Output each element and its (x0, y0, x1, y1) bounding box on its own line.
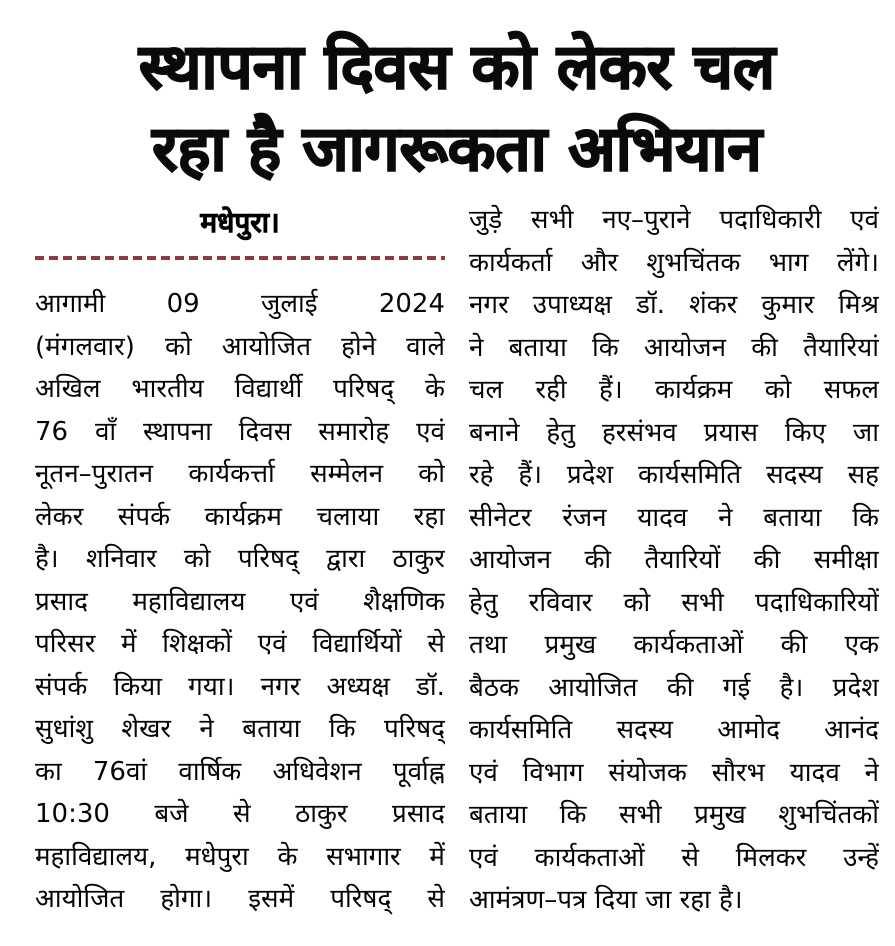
text-word: में (121, 629, 137, 659)
text-word: बजे (154, 799, 189, 829)
text-word: महाविद्यालय, (35, 841, 157, 872)
text-line (469, 200, 879, 243)
text-word: मधेपुरा (185, 841, 249, 872)
text-word: अखिल (35, 374, 101, 404)
text-word: 76वां (92, 756, 148, 787)
text-word: प्रदेश (566, 460, 614, 490)
text-word: की (780, 630, 808, 660)
text-word: उन्हें (843, 842, 879, 873)
text-word: कार्यकताओं (633, 630, 744, 660)
text-word: ने (718, 502, 733, 533)
text-word: अध्यक्ष (326, 671, 390, 702)
text-word: किए (784, 417, 826, 448)
text-word: सीनेटर (469, 502, 532, 533)
text-word: संपर्क (117, 501, 171, 532)
text-word: तथा (469, 630, 508, 660)
text-word: आयोजित (548, 672, 638, 703)
text-line (35, 539, 445, 582)
text-word: प्रसाद (392, 799, 445, 829)
text-word: से (233, 799, 251, 829)
text-word: कि (559, 800, 587, 830)
text-word: जुड़े (469, 205, 503, 235)
text-word: (मंगलवार) (35, 331, 135, 362)
text-word: किया (113, 671, 162, 702)
text-word: 10:30 (35, 799, 110, 829)
text-word: गई (722, 672, 751, 703)
text-word: एवं (469, 757, 498, 788)
text-word: परिसर (35, 629, 96, 659)
text-word: हेतु (469, 587, 498, 618)
text-word: अधिवेशन (272, 756, 362, 787)
text-word: शनिवार (85, 544, 157, 574)
text-word: आगामी (35, 289, 106, 319)
text-word: कि (852, 502, 879, 533)
text-word: उपाध्यक्ष (532, 290, 612, 320)
text-word: परिषद् (333, 374, 395, 404)
text-word: गया। (188, 671, 235, 702)
text-word: इसमें (248, 884, 295, 914)
dateline: मधेपुरा। (200, 206, 280, 239)
text-word: सदस्य (616, 715, 674, 745)
text-word: रंजन (562, 502, 607, 533)
text-word: शुभचिंतकों (778, 800, 879, 830)
text-line (35, 624, 445, 667)
text-word: वाँ (94, 416, 117, 447)
article-body (35, 200, 879, 923)
text-word: आयोजित (35, 884, 125, 914)
text-word: यादव (637, 502, 688, 533)
text-word: कार्यकर्त्ता (188, 459, 275, 489)
text-word: पूर्वाह्न (392, 756, 445, 787)
text-word: समारोह (318, 416, 390, 447)
text-word: को (165, 331, 192, 362)
right-column (469, 200, 879, 923)
text-line (35, 667, 445, 710)
left-column-text (35, 284, 445, 922)
text-word: है। (779, 672, 804, 703)
text-word: सभी (681, 587, 724, 618)
dashed-divider (35, 256, 445, 260)
text-word: सभागार (326, 841, 401, 872)
text-word: ने (199, 714, 214, 744)
text-word: पदाधिकारियों (755, 587, 879, 618)
text-line (469, 625, 879, 668)
text-word: बताया (763, 502, 822, 533)
text-word: की (584, 545, 612, 575)
text-word: कार्यक्रम (204, 501, 282, 532)
text-word: होगा। (160, 884, 213, 914)
text-word: मिलकर (735, 842, 807, 873)
text-word: लेकर (35, 501, 84, 532)
text-word: मिश्र (838, 290, 879, 320)
text-word: रहा (413, 501, 445, 532)
text-line (35, 369, 445, 412)
text-line (35, 879, 445, 922)
text-word: का (35, 756, 62, 787)
text-word: हेतु (546, 417, 576, 448)
text-word: सौरभ (711, 757, 765, 788)
text-word: की (753, 545, 781, 575)
text-word: नगर (469, 290, 509, 320)
text-word: 2024 (378, 289, 445, 319)
text-word: को (183, 544, 211, 574)
text-word: संयोजक (608, 757, 687, 788)
text-word: आयोजन (643, 332, 727, 363)
headline-line-1: स्थापना दिवस को लेकर चल (138, 30, 776, 103)
text-line (469, 838, 879, 881)
text-word: आयोजित (221, 331, 312, 362)
text-word: महाविद्यालय (132, 586, 246, 617)
text-word: बताया (508, 332, 567, 363)
text-line (35, 582, 445, 625)
headline-line-2: रहा है जागरूकता अभियान (152, 112, 762, 185)
text-line (35, 412, 445, 455)
text-word: प्रदेश (832, 672, 879, 703)
text-word: ने (864, 757, 879, 788)
text-word: परिषद् (383, 714, 445, 744)
text-word: से (681, 842, 699, 873)
text-line (469, 795, 879, 838)
text-word: प्रसाद (35, 586, 88, 617)
text-word: शुभचिंतक (646, 247, 741, 278)
text-line (469, 285, 879, 328)
text-word: बताया (469, 800, 528, 830)
text-word: लेंगे। (836, 247, 879, 278)
text-word: भाग (768, 247, 809, 278)
text-line (469, 455, 879, 498)
text-word: से (427, 629, 445, 659)
text-word: एवं (850, 205, 879, 235)
text-word: कार्यक्रम (655, 375, 733, 405)
text-line (469, 710, 879, 753)
text-word: कि (328, 714, 356, 744)
text-word: विभाग (522, 757, 584, 788)
text-word: परिषद् (330, 884, 392, 914)
text-line (35, 284, 445, 327)
text-word: होने (341, 331, 377, 362)
text-word: द्वारा (326, 544, 366, 574)
text-word: आमोद (717, 715, 780, 745)
text-word: सभी (530, 205, 574, 235)
text-word: विद्यार्थी (234, 374, 303, 404)
text-word: कार्यसमिति (469, 715, 573, 745)
text-word: को (418, 459, 445, 489)
text-word: शंकर (689, 290, 738, 320)
text-word: रही (535, 375, 567, 405)
text-word: को (623, 587, 651, 618)
text-word: ठाकुर (392, 544, 445, 574)
text-word: वार्षिक (178, 756, 242, 787)
text-word: के (277, 841, 298, 872)
text-word: सह (847, 460, 879, 490)
text-line (469, 243, 879, 286)
article-header (35, 26, 879, 190)
text-word: एवं (416, 416, 445, 447)
text-word: डॉ. (416, 671, 445, 702)
right-column-text (469, 200, 879, 923)
text-word: भारतीय (131, 374, 204, 404)
text-word: प्रयास (703, 417, 758, 448)
text-word: कुमार (761, 290, 815, 320)
text-word: कार्यकताओं (534, 842, 645, 873)
text-word: प्रमुख (694, 800, 746, 830)
text-word: ठाकुर (295, 799, 348, 829)
text-word: बैठक (469, 672, 519, 703)
text-word: तैयारियां (803, 332, 879, 363)
text-word: जुलाई (261, 289, 318, 319)
text-line (35, 454, 445, 497)
text-line (469, 413, 879, 456)
text-line (35, 837, 445, 880)
text-line (469, 370, 879, 413)
text-word: आनंद (824, 715, 879, 745)
text-line (469, 583, 879, 626)
text-word: सुधांशु (35, 714, 93, 744)
text-word: संपर्क (35, 671, 88, 702)
text-word: सम्मेलन (310, 459, 384, 489)
text-word: आमंत्रण–पत्र दिया जा रहा है। (469, 885, 743, 915)
text-word: एवं (289, 586, 319, 617)
text-word: प्रमुख (544, 630, 597, 660)
text-word: 76 (35, 416, 69, 447)
text-line (469, 753, 879, 796)
text-word: परिषद् (237, 544, 299, 574)
text-word: शिक्षकों (162, 629, 233, 659)
text-word: हैं। (599, 375, 623, 405)
text-word: वाले (406, 331, 445, 362)
left-column (35, 200, 445, 923)
text-word: बताया (242, 714, 301, 744)
text-line (469, 540, 879, 583)
text-line (469, 328, 879, 371)
text-word: और (580, 247, 618, 278)
text-word: बनाने (469, 417, 520, 448)
text-word: शेखर (121, 714, 171, 744)
text-line (35, 327, 445, 370)
text-word: शैक्षणिक (363, 586, 445, 617)
text-word: है। (35, 544, 59, 574)
text-word: चलाया (316, 501, 380, 532)
text-word: की (666, 672, 694, 703)
text-word: की (751, 332, 778, 363)
text-word: जा (852, 417, 879, 448)
text-word: पदाधिकारी (719, 205, 822, 235)
text-word: को (764, 375, 792, 405)
text-word: रहे (469, 460, 494, 490)
text-line (469, 880, 879, 923)
text-word: सदस्य (766, 460, 823, 490)
text-word: डॉ. (636, 290, 665, 320)
text-word: में (429, 841, 445, 872)
text-word: के (424, 374, 445, 404)
text-word: कार्यकर्ता (469, 247, 553, 278)
text-line (35, 497, 445, 540)
text-word: कि (592, 332, 619, 363)
text-word: नए–पुराने (602, 205, 691, 235)
text-word: कार्यसमिति (638, 460, 742, 490)
text-word: सफल (823, 375, 879, 405)
text-word: आयोजन (469, 545, 552, 575)
text-line (469, 498, 879, 541)
text-word: हैं। (518, 460, 542, 490)
text-word: सभी (618, 800, 662, 830)
text-word: यादव (789, 757, 840, 788)
text-word: चल (469, 375, 504, 405)
text-word: हरसंभव (602, 417, 677, 448)
text-word: 09 (166, 289, 200, 319)
text-word: एवं (257, 629, 287, 659)
text-word: समीक्षा (813, 545, 879, 575)
text-word: रविवार (528, 587, 593, 618)
text-word: दिवस (238, 416, 292, 447)
text-line (35, 709, 445, 752)
text-word: विद्यार्थियों (312, 629, 402, 659)
text-line (469, 668, 879, 711)
text-word: एवं (469, 842, 498, 873)
text-line (35, 752, 445, 795)
text-word: एक (844, 630, 879, 660)
text-word: ने (469, 332, 484, 363)
text-word: नूतन–पुरातन (35, 459, 154, 489)
text-word: तैयारियों (644, 545, 721, 575)
text-word: नगर (260, 671, 301, 702)
text-word: से (427, 884, 445, 914)
text-word: स्थापना (143, 416, 212, 447)
text-line (35, 794, 445, 837)
